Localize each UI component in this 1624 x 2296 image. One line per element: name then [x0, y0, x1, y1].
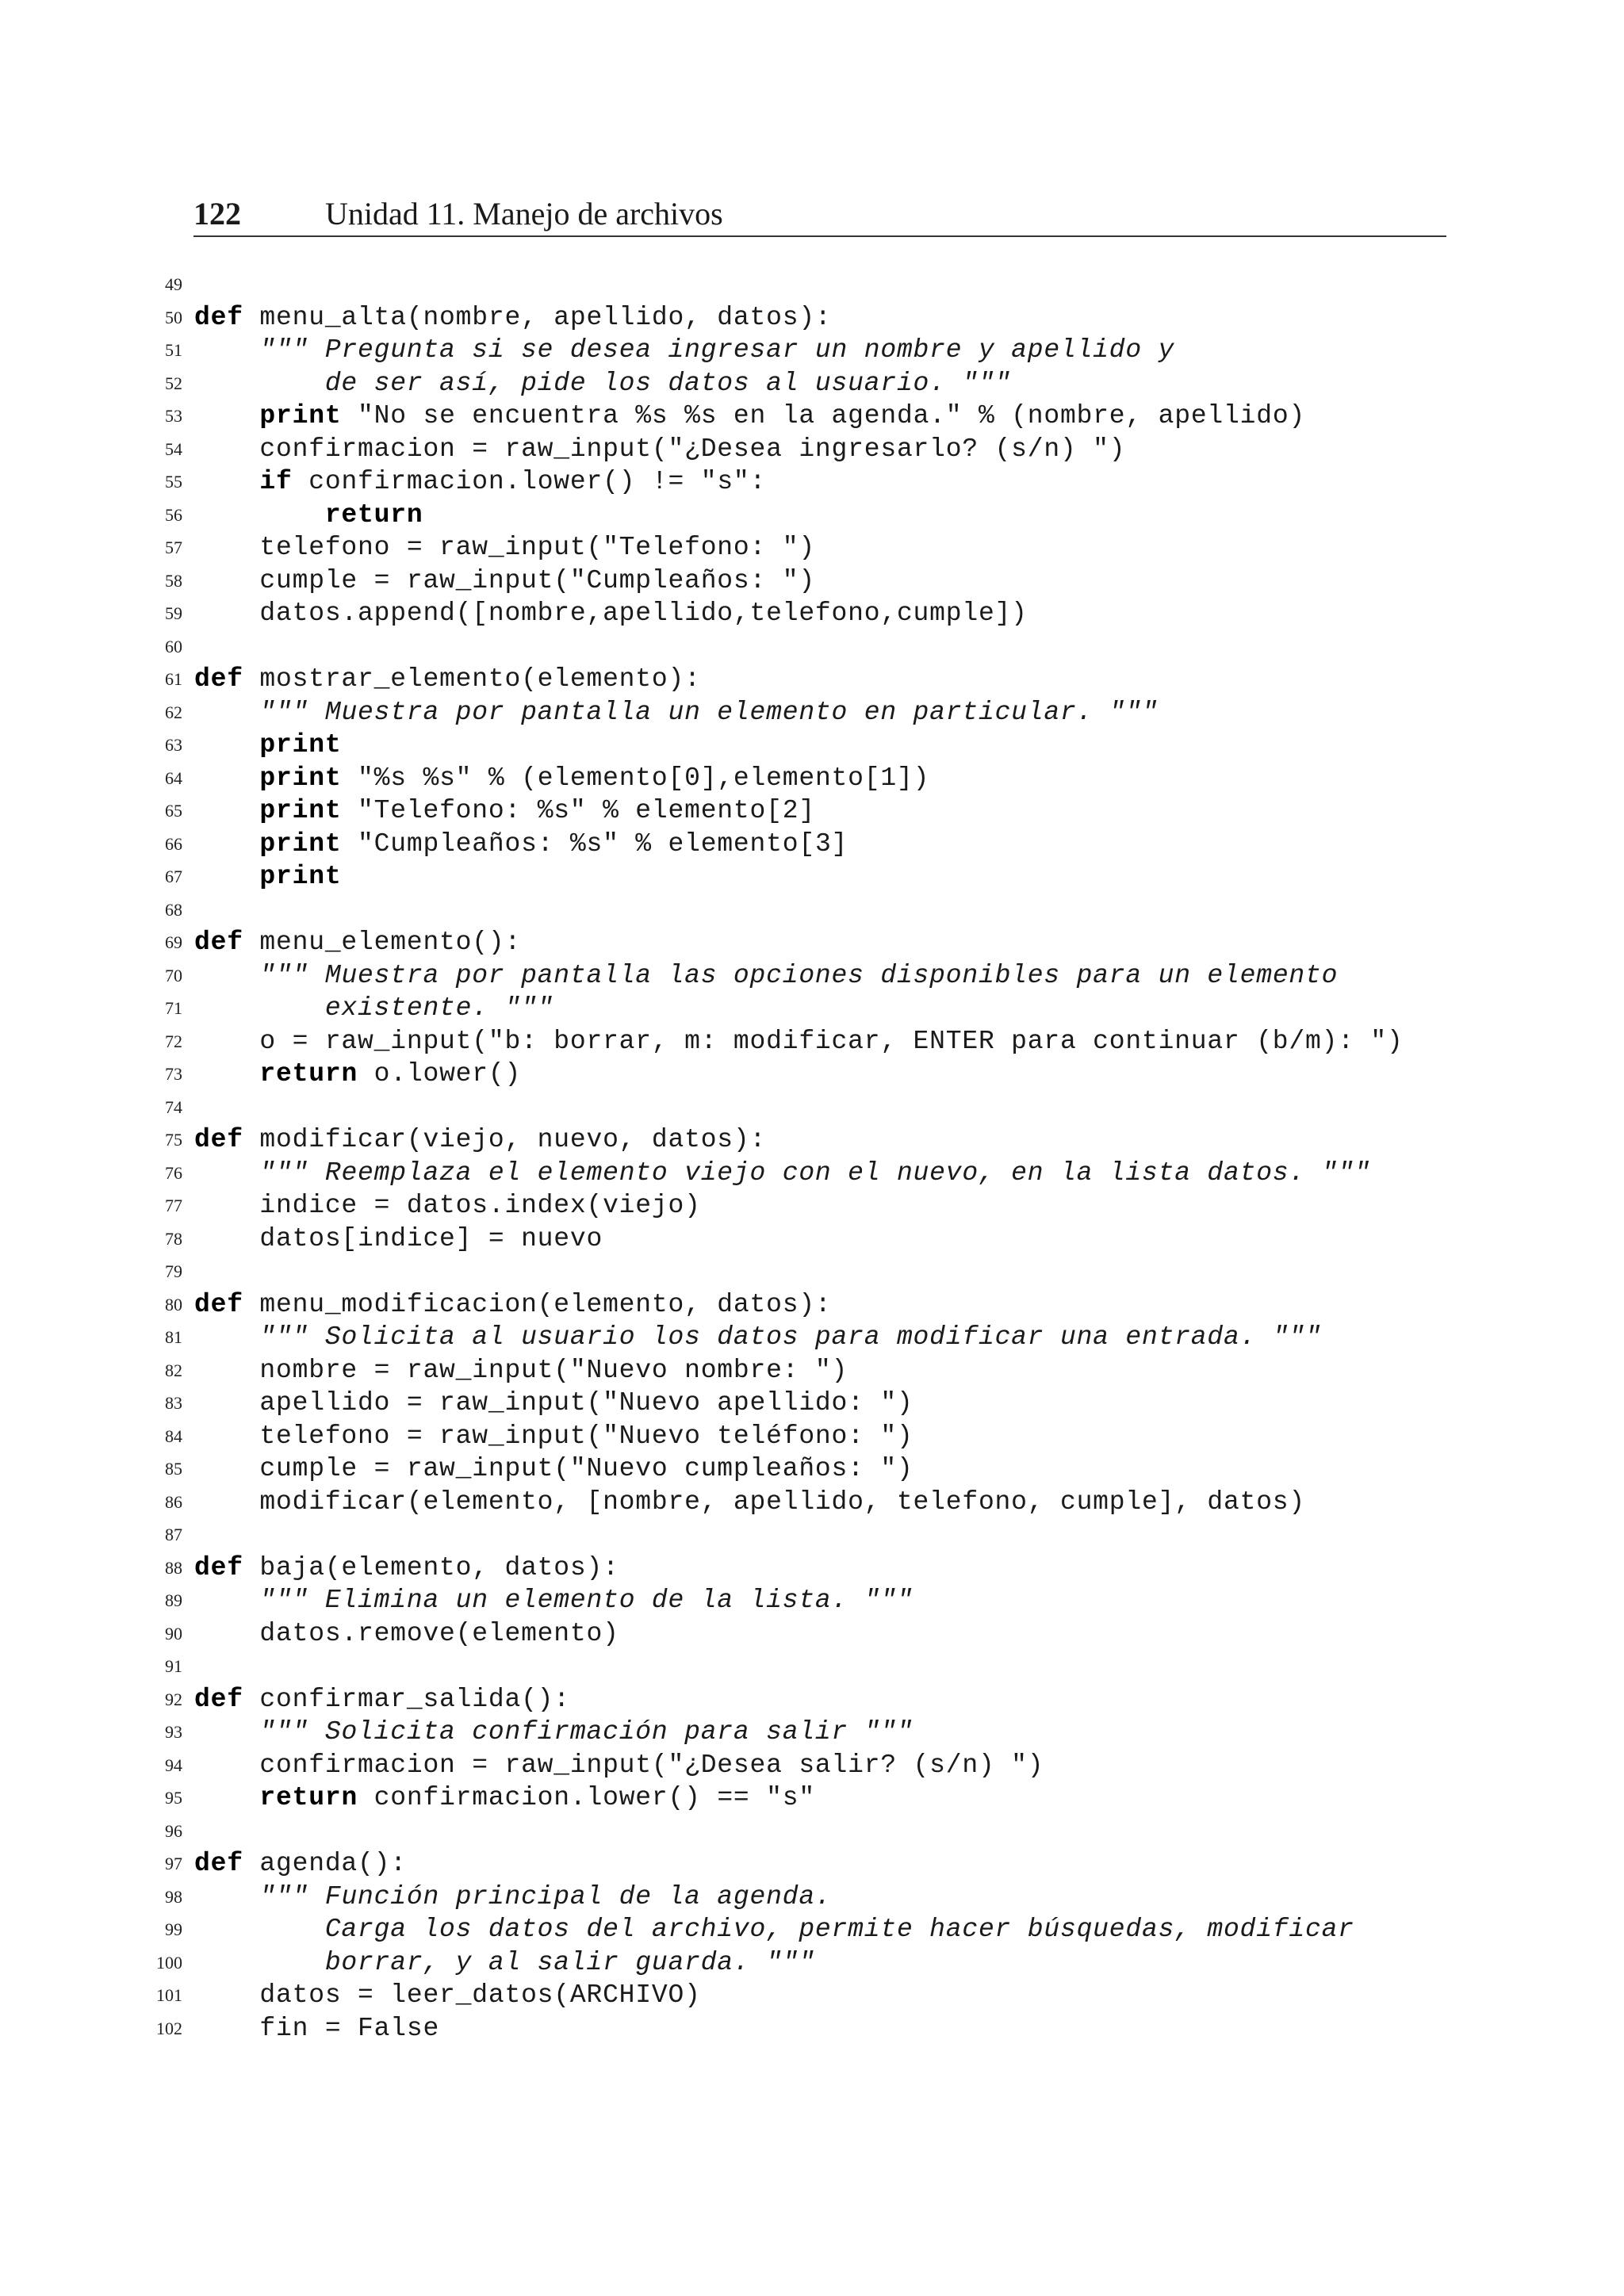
code-line [0, 1223, 1624, 1256]
code-text [194, 499, 423, 532]
code-token: confirmar_salida(): [243, 1684, 570, 1714]
code-text [194, 400, 1305, 433]
code-line [0, 1354, 1624, 1387]
line-number: 84 [165, 1425, 182, 1446]
line-number: 80 [165, 1294, 182, 1314]
code-token: agenda(): [243, 1849, 407, 1878]
header-rule [193, 235, 1446, 237]
code-token: "%s %s" % (elemento[0],elemento[1]) [341, 763, 930, 793]
code-keyword: def [194, 1125, 243, 1154]
line-number: 58 [165, 570, 182, 591]
line-number: 60 [165, 636, 182, 656]
code-token: "Cumpleaños: %s" % elemento[3] [341, 828, 848, 859]
code-text [194, 1683, 570, 1716]
code-text [194, 992, 553, 1025]
code-token: indice = datos.index(viejo) [194, 1191, 701, 1220]
code-line [0, 1420, 1624, 1453]
code-text [194, 1288, 832, 1322]
code-keyword: def [194, 1684, 243, 1714]
line-number: 92 [165, 1689, 182, 1709]
code-token [194, 698, 259, 727]
code-line [0, 1913, 1624, 1946]
code-token: modificar(viejo, nuevo, datos): [243, 1125, 767, 1154]
code-line [0, 1255, 1624, 1288]
line-number: 49 [165, 274, 182, 294]
code-text [194, 1781, 815, 1815]
code-line [0, 1025, 1624, 1058]
code-docstring: """ Elimina un elemento de la lista. """ [259, 1586, 914, 1615]
line-number: 86 [165, 1491, 182, 1512]
line-number: 99 [165, 1919, 182, 1939]
code-line [0, 1387, 1624, 1420]
line-number: 81 [165, 1327, 182, 1347]
code-token: "Telefono: %s" % elemento[2] [341, 796, 815, 825]
code-token [194, 796, 259, 825]
code-token [194, 1586, 259, 1615]
chapter-title: Unidad 11. Manejo de archivos [325, 196, 723, 232]
code-text [194, 1946, 815, 1980]
code-keyword: print [259, 796, 342, 825]
code-text [194, 926, 521, 959]
line-number: 59 [165, 603, 182, 623]
code-token: confirmacion = raw_input("¿Desea salir? (s/n) ") [194, 1750, 1044, 1780]
code-text [194, 1354, 848, 1387]
code-text [194, 1617, 619, 1651]
line-number: 62 [165, 702, 182, 722]
line-number: 79 [165, 1261, 182, 1281]
code-text [194, 794, 815, 828]
code-token [194, 1059, 259, 1089]
code-line [0, 1847, 1624, 1881]
code-line [0, 1058, 1624, 1091]
code-keyword: print [259, 862, 342, 891]
code-line [0, 1157, 1624, 1190]
code-keyword: print [259, 828, 342, 859]
line-number: 77 [165, 1196, 182, 1215]
code-docstring: Carga los datos del archivo, permite hacer búsquedas, modificar [194, 1915, 1354, 1944]
line-number: 63 [165, 735, 182, 755]
code-listing [0, 268, 1624, 2045]
code-text [194, 1881, 832, 1914]
code-line [0, 926, 1624, 959]
line-number: 75 [165, 1130, 182, 1150]
code-keyword: def [194, 302, 243, 332]
code-text [194, 1025, 1404, 1058]
code-line [0, 762, 1624, 795]
code-token: datos.append([nombre,apellido,telefono,cumple]) [194, 599, 1028, 628]
line-number: 87 [165, 1525, 182, 1544]
line-number: 101 [156, 1985, 182, 2005]
code-token [194, 961, 259, 990]
code-line [0, 860, 1624, 894]
code-docstring: """ Solicita confirmación para salir """ [259, 1717, 914, 1747]
code-line [0, 992, 1624, 1025]
code-keyword: def [194, 1289, 243, 1319]
line-number: 64 [165, 767, 182, 788]
code-text [194, 1157, 1370, 1190]
code-token [194, 335, 259, 365]
code-text [194, 860, 341, 894]
line-number: 89 [165, 1590, 182, 1610]
code-text [194, 465, 766, 499]
code-line [0, 1486, 1624, 1519]
code-token: confirmacion = raw_input("¿Desea ingresarlo? (s/n) ") [194, 434, 1126, 464]
line-number: 73 [165, 1064, 182, 1084]
code-text [194, 564, 815, 598]
code-token: menu_alta(nombre, apellido, datos): [243, 302, 832, 332]
code-line [0, 1584, 1624, 1617]
page-header [193, 192, 1446, 236]
code-token [194, 467, 259, 496]
code-text [194, 301, 832, 335]
code-text [194, 1058, 521, 1091]
code-keyword: def [194, 1552, 243, 1582]
line-number: 70 [165, 965, 182, 985]
code-text [194, 1749, 1044, 1782]
line-number: 90 [165, 1623, 182, 1644]
line-number: 72 [165, 1031, 182, 1051]
code-token: cumple = raw_input("Cumpleaños: ") [194, 565, 815, 595]
code-keyword: def [194, 664, 243, 694]
line-number: 69 [165, 932, 182, 952]
code-line [0, 663, 1624, 696]
code-line [0, 1881, 1624, 1914]
line-number: 61 [165, 669, 182, 689]
code-token: fin = False [194, 2013, 440, 2043]
code-token [194, 763, 259, 793]
code-token: menu_elemento(): [243, 928, 522, 957]
code-token: "No se encuentra %s %s en la agenda." % (nombre, apellido) [341, 401, 1306, 430]
code-text [194, 828, 848, 861]
code-docstring: """ Función principal de la agenda. [259, 1881, 832, 1911]
code-token [194, 1322, 259, 1352]
line-number: 54 [165, 438, 182, 459]
code-token: menu_modificacion(elemento, datos): [243, 1289, 832, 1319]
code-line [0, 334, 1624, 367]
code-text [194, 2012, 439, 2045]
code-line [0, 794, 1624, 828]
code-token [194, 1158, 259, 1188]
line-number: 82 [165, 1360, 182, 1380]
code-line [0, 433, 1624, 466]
code-token: o = raw_input("b: borrar, m: modificar, ENTER para continuar (b/m): ") [194, 1026, 1404, 1056]
code-text [194, 696, 1159, 729]
code-text [194, 367, 1011, 400]
code-text [194, 1387, 914, 1420]
code-docstring: de ser así, pide los datos al usuario. """ [194, 368, 1012, 398]
code-line [0, 959, 1624, 993]
code-token: confirmacion.lower() == "s" [358, 1783, 815, 1812]
code-text [194, 334, 1174, 367]
line-number: 85 [165, 1459, 182, 1479]
line-number: 96 [165, 1820, 182, 1841]
code-line [0, 499, 1624, 532]
code-line [0, 367, 1624, 400]
code-line [0, 1781, 1624, 1815]
code-line [0, 1815, 1624, 1848]
code-line [0, 1518, 1624, 1552]
code-line [0, 1452, 1624, 1486]
code-line [0, 531, 1624, 564]
line-number: 56 [165, 504, 182, 525]
line-number: 94 [165, 1755, 182, 1775]
code-text [194, 1913, 1354, 1946]
code-line [0, 696, 1624, 729]
line-number: 68 [165, 899, 182, 920]
code-line [0, 1123, 1624, 1157]
code-line [0, 301, 1624, 335]
code-keyword: def [194, 928, 243, 957]
line-number: 74 [165, 1096, 182, 1117]
code-token [194, 1783, 259, 1812]
line-number: 83 [165, 1393, 182, 1413]
code-text [194, 762, 929, 795]
code-text [194, 1223, 603, 1256]
code-keyword: return [259, 1059, 358, 1089]
code-token [194, 500, 325, 530]
line-number: 55 [165, 472, 182, 492]
code-token: mostrar_elemento(elemento): [243, 664, 701, 694]
line-number: 66 [165, 833, 182, 854]
code-text [194, 1420, 914, 1453]
line-number: 53 [165, 406, 182, 426]
line-number: 95 [165, 1788, 182, 1808]
code-line [0, 597, 1624, 630]
code-token: modificar(elemento, [nombre, apellido, telefono, cumple], datos) [194, 1487, 1306, 1517]
code-line [0, 1979, 1624, 2012]
code-token: datos = leer_datos(ARCHIVO) [194, 1980, 701, 2010]
code-token: datos[indice] = nuevo [194, 1223, 603, 1253]
code-token: apellido = raw_input("Nuevo apellido: ") [194, 1388, 914, 1418]
code-text [194, 531, 815, 564]
code-line [0, 1091, 1624, 1124]
code-keyword: print [259, 401, 342, 430]
code-token: baja(elemento, datos): [243, 1552, 619, 1582]
code-text [194, 1123, 766, 1157]
line-number: 88 [165, 1557, 182, 1578]
code-line [0, 1552, 1624, 1585]
code-line [0, 400, 1624, 433]
line-number: 57 [165, 538, 182, 557]
code-keyword: def [194, 1849, 243, 1878]
code-keyword: return [259, 1783, 358, 1812]
code-line [0, 2012, 1624, 2045]
code-text [194, 1321, 1322, 1354]
code-token: o.lower() [358, 1059, 522, 1089]
code-token [194, 1882, 259, 1911]
code-token: cumple = raw_input("Nuevo cumpleaños: ") [194, 1454, 914, 1483]
code-text [194, 1452, 914, 1486]
code-docstring: existente. """ [194, 993, 554, 1023]
code-text [194, 1486, 1305, 1519]
line-number: 50 [165, 307, 182, 327]
code-text [194, 959, 1338, 993]
code-docstring: """ Reemplaza el elemento viejo con el nuevo, en la lista datos. """ [259, 1158, 1371, 1188]
code-line [0, 465, 1624, 499]
page-number: 122 [193, 196, 241, 232]
code-text [194, 663, 701, 696]
line-number: 98 [165, 1886, 182, 1907]
code-text [194, 1979, 701, 2012]
code-line [0, 268, 1624, 301]
code-line [0, 1321, 1624, 1354]
code-text [194, 1189, 701, 1223]
line-number: 52 [165, 373, 182, 393]
code-line [0, 894, 1624, 927]
line-number: 76 [165, 1162, 182, 1183]
line-number: 102 [156, 2018, 182, 2038]
code-line [0, 1946, 1624, 1980]
code-docstring: """ Pregunta si se desea ingresar un nombre y apellido y [259, 335, 1175, 365]
code-docstring: borrar, y al salir guarda. """ [194, 1947, 815, 1977]
code-keyword: print [259, 763, 342, 793]
code-token [194, 1717, 259, 1747]
code-keyword: if [259, 467, 293, 496]
code-line [0, 1749, 1624, 1782]
code-text [194, 433, 1125, 466]
line-number: 93 [165, 1722, 182, 1742]
code-token [194, 829, 259, 859]
code-token: telefono = raw_input("Nuevo teléfono: ") [194, 1421, 914, 1451]
code-docstring: """ Solicita al usuario los datos para modificar una entrada. """ [259, 1322, 1322, 1352]
line-number: 51 [165, 340, 182, 360]
line-number: 65 [165, 801, 182, 821]
code-text [194, 1584, 914, 1617]
code-token: confirmacion.lower() != "s": [292, 467, 767, 496]
line-number: 91 [165, 1656, 182, 1676]
code-docstring: """ Muestra por pantalla las opciones disponibles para un elemento [259, 960, 1339, 990]
code-text [194, 729, 341, 762]
code-token [194, 401, 259, 430]
code-line [0, 630, 1624, 664]
code-token: datos.remove(elemento) [194, 1618, 619, 1648]
code-token: nombre = raw_input("Nuevo nombre: ") [194, 1355, 848, 1385]
code-keyword: print [259, 730, 342, 760]
code-token [194, 730, 259, 760]
code-line [0, 1683, 1624, 1716]
line-number: 78 [165, 1228, 182, 1249]
line-number: 100 [156, 1952, 182, 1973]
code-text [194, 1552, 619, 1585]
code-line [0, 1288, 1624, 1322]
code-token [194, 862, 259, 891]
line-number: 71 [165, 998, 182, 1018]
line-number: 67 [165, 867, 182, 886]
code-token: telefono = raw_input("Telefono: ") [194, 533, 815, 562]
code-line [0, 1650, 1624, 1683]
code-line [0, 1716, 1624, 1749]
code-line [0, 1189, 1624, 1223]
line-number: 97 [165, 1854, 182, 1873]
code-text [194, 597, 1028, 630]
code-keyword: return [324, 499, 423, 530]
code-text [194, 1716, 914, 1749]
code-line [0, 828, 1624, 861]
code-text [194, 1847, 407, 1881]
code-line [0, 729, 1624, 762]
code-line [0, 564, 1624, 598]
code-line [0, 1617, 1624, 1651]
code-docstring: """ Muestra por pantalla un elemento en particular. """ [259, 697, 1159, 727]
